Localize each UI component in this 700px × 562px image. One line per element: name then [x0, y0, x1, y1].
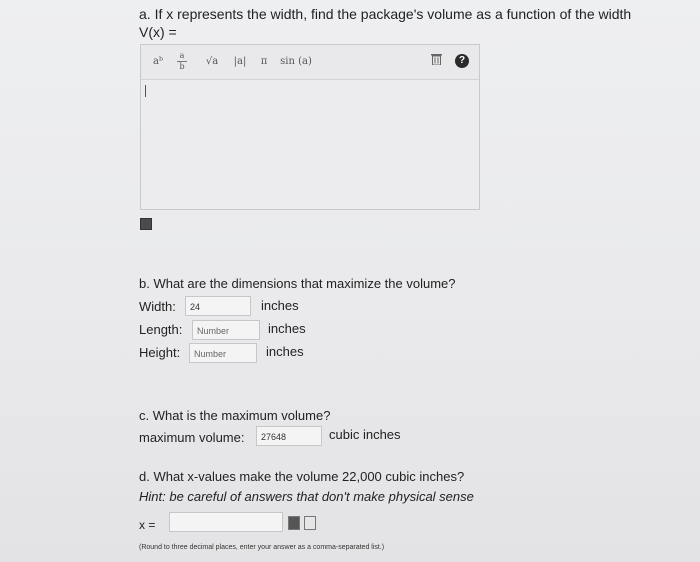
pi-button[interactable]: π [260, 56, 268, 67]
sqrt-button[interactable]: √a [205, 56, 219, 67]
function-label: V(x) = [139, 24, 177, 40]
height-input[interactable]: Number [189, 343, 257, 363]
document-icon[interactable] [304, 516, 316, 530]
question-d: d. What x-values make the volume 22,000 cubic inches? [139, 469, 465, 484]
fraction-button[interactable] [175, 52, 189, 70]
x-label: x = [139, 518, 156, 532]
length-input[interactable]: Number [192, 320, 260, 340]
help-icon[interactable]: ? [455, 54, 469, 68]
length-label: Length: [139, 322, 183, 337]
question-a: a. If x represents the width, find the package's volume as a function of the width [139, 6, 632, 22]
question-b: b. What are the dimensions that maximize the volume? [139, 276, 456, 291]
power-button[interactable]: aᵇ [153, 56, 163, 67]
height-label: Height: [139, 345, 181, 360]
preview-icon[interactable] [140, 218, 152, 230]
height-unit: inches [266, 344, 304, 359]
width-label: Width: [139, 299, 176, 314]
fraction-numerator: a [179, 51, 185, 60]
rounding-note: (Round to three decimal places, enter your answer as a comma-separated list.) [139, 544, 385, 551]
trash-icon[interactable] [429, 53, 443, 71]
math-toolbar [141, 45, 479, 80]
text-caret [145, 85, 146, 97]
max-volume-input[interactable]: 27648 [256, 426, 322, 446]
question-c: c. What is the maximum volume? [139, 408, 331, 423]
sin-button[interactable]: sin (a) [280, 56, 312, 67]
hint-text: Hint: be careful of answers that don't make physical sense [139, 489, 474, 504]
length-unit: inches [268, 321, 306, 336]
preview-icon[interactable] [288, 516, 300, 530]
x-values-input[interactable] [169, 512, 283, 532]
max-volume-label: maximum volume: [139, 430, 245, 445]
function-input[interactable] [142, 81, 478, 207]
width-unit: inches [261, 298, 299, 313]
width-input[interactable]: 24 [185, 296, 251, 316]
trash-icon-graphic [431, 53, 442, 65]
math-editor [140, 44, 480, 210]
fraction-denominator: b [179, 62, 185, 71]
abs-button[interactable]: |a| [233, 56, 247, 67]
max-volume-unit: cubic inches [329, 427, 401, 442]
